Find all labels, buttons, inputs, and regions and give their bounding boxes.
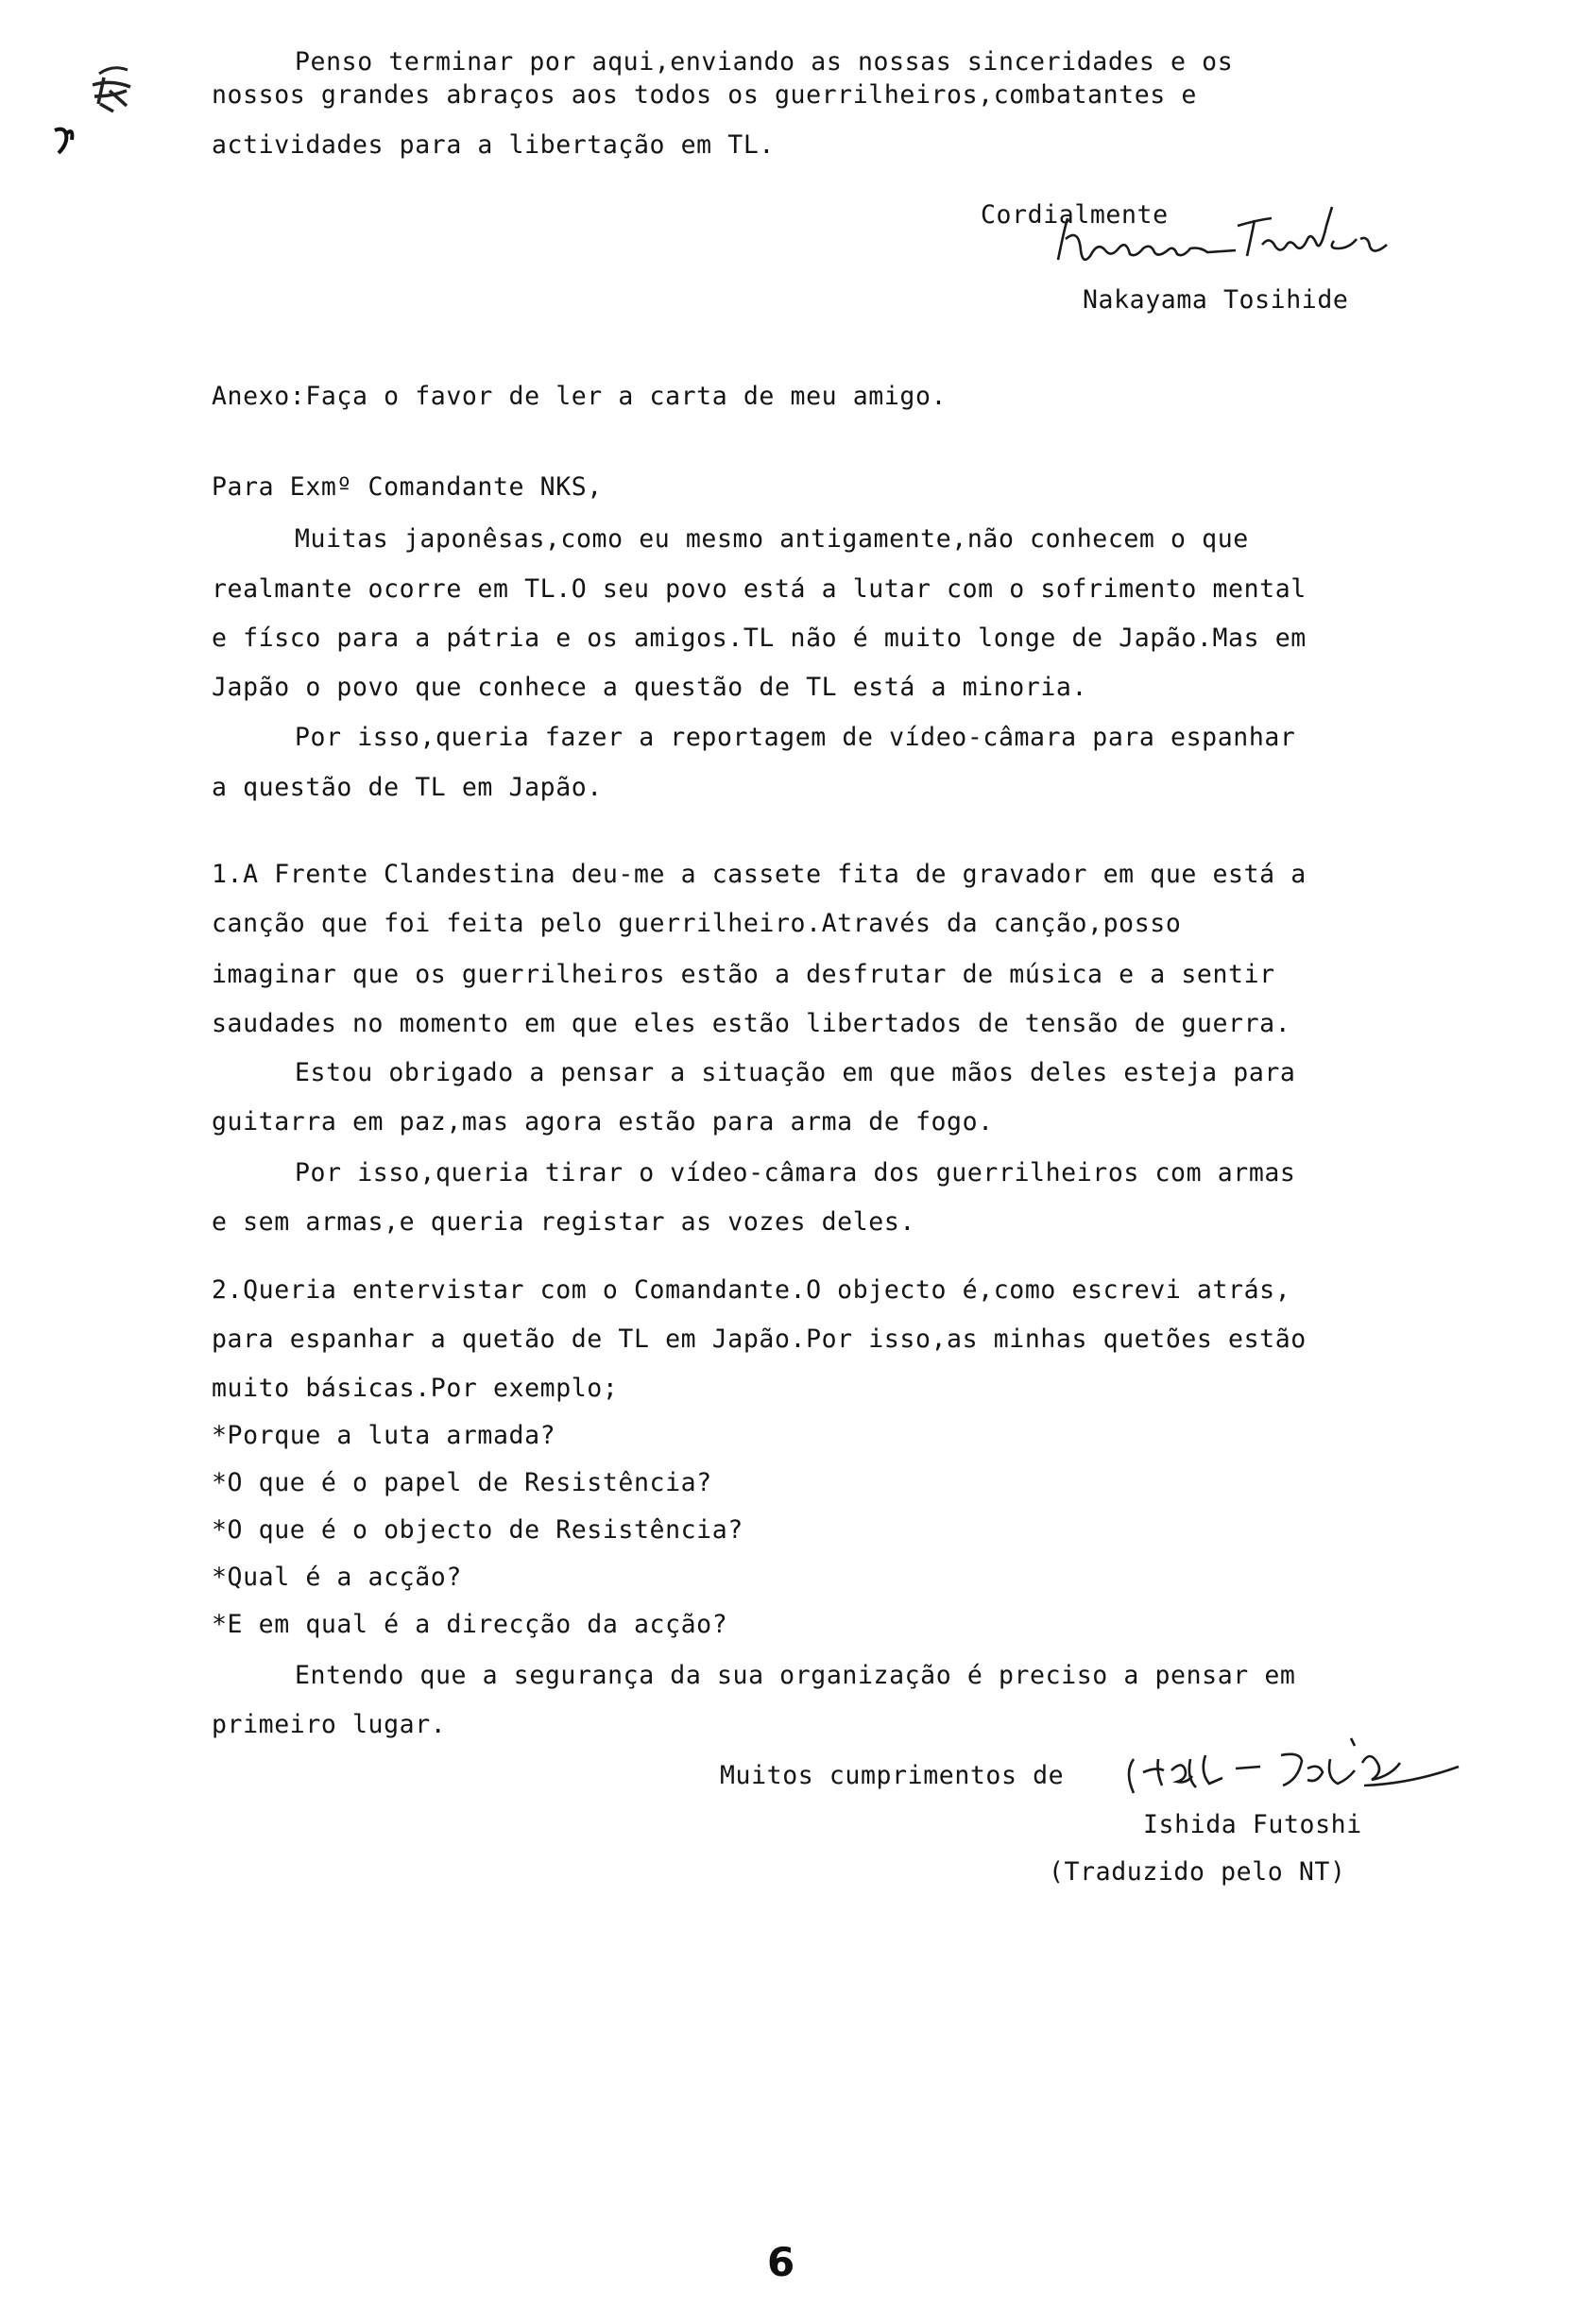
letter2-intro-line: Japão o povo que conhece a questão de TL está a minoria. <box>212 673 1088 702</box>
letter2-closing: Muitos cumprimentos de <box>720 1761 1065 1790</box>
page-number: 6 <box>767 2239 795 2285</box>
letter2-point2-line: para espanhar a quetão de TL em Japão.Por isso,as minhas quetões estão <box>212 1324 1307 1354</box>
letter2-point1-line: Por isso,queria tirar o vídeo-câmara dos guerrilheiros com armas <box>295 1158 1296 1188</box>
annex-line: Anexo:Faça o favor de ler a carta de meu amigo. <box>212 382 948 411</box>
letter1-closing: Cordialmente <box>981 200 1169 230</box>
letter2-point1-line: canção que foi feita pelo guerrilheiro.Através da canção,posso <box>212 909 1182 938</box>
letter2-intro-line: Por isso,queria fazer a reportagem de vídeo-câmara para espanhar <box>295 723 1296 752</box>
letter2-point1-line: 1.A Frente Clandestina deu-me a cassete fita de gravador em que está a <box>212 860 1307 889</box>
letter2-question-item: *O que é o objecto de Resistência? <box>212 1515 743 1545</box>
letter2-point2-line: 2.Queria entervistar com o Comandante.O objecto é,como escrevi atrás, <box>212 1275 1291 1305</box>
letter2-question-item: *E em qual é a direcção da acção? <box>212 1610 728 1639</box>
letter1-paragraph-line: nossos grandes abraços aos todos os guerrilheiros,combatantes e <box>212 80 1197 110</box>
letter1-paragraph-line: Penso terminar por aqui,enviando as nossas sinceridades e os <box>295 47 1234 77</box>
letter2-point2-line: Entendo que a segurança da sua organização é preciso a pensar em <box>295 1661 1296 1690</box>
letter2-intro-line: Muitas japonêsas,como eu mesmo antigamente,não conhecem o que <box>295 524 1249 554</box>
letter2-question-item: *O que é o papel de Resistência? <box>212 1468 712 1497</box>
letter2-intro-line: a questão de TL em Japão. <box>212 773 603 802</box>
letter2-point1-line: guitarra em paz,mas agora estão para arma de fogo. <box>212 1107 994 1136</box>
letter2-signer-name: Ishida Futoshi <box>1143 1810 1362 1839</box>
letter2-point1-line: Estou obrigado a pensar a situação em que mãos deles esteja para <box>295 1058 1296 1087</box>
margin-handwritten-mark <box>47 57 179 161</box>
letter2-question-item: *Qual é a acção? <box>212 1563 462 1592</box>
letter2-intro-line: e físco para a pátria e os amigos.TL não é muito longe de Japão.Mas em <box>212 624 1307 653</box>
letter1-paragraph-line: actividades para a libertação em TL. <box>212 130 775 160</box>
letter2-salutation: Para Exmº Comandante NKS, <box>212 472 603 502</box>
letter2-translator-note: (Traduzido pelo NT) <box>1049 1857 1346 1887</box>
letter2-point1-line: saudades no momento em que eles estão libertados de tensão de guerra. <box>212 1009 1291 1038</box>
letter1-signer-name: Nakayama Tosihide <box>1083 285 1349 315</box>
letter2-point1-line: imaginar que os guerrilheiros estão a desfrutar de música e a sentir <box>212 960 1275 989</box>
letter2-point2-line: primeiro lugar. <box>212 1710 447 1739</box>
letter2-point1-line: e sem armas,e queria registar as vozes deles. <box>212 1207 915 1237</box>
ishida-signature <box>1115 1731 1474 1806</box>
letter2-point2-line: muito básicas.Por exemplo; <box>212 1374 619 1403</box>
nakayama-signature <box>1049 194 1445 279</box>
letter2-question-item: *Porque a luta armada? <box>212 1421 556 1450</box>
letter2-intro-line: realmante ocorre em TL.O seu povo está a lutar com o sofrimento mental <box>212 574 1307 604</box>
